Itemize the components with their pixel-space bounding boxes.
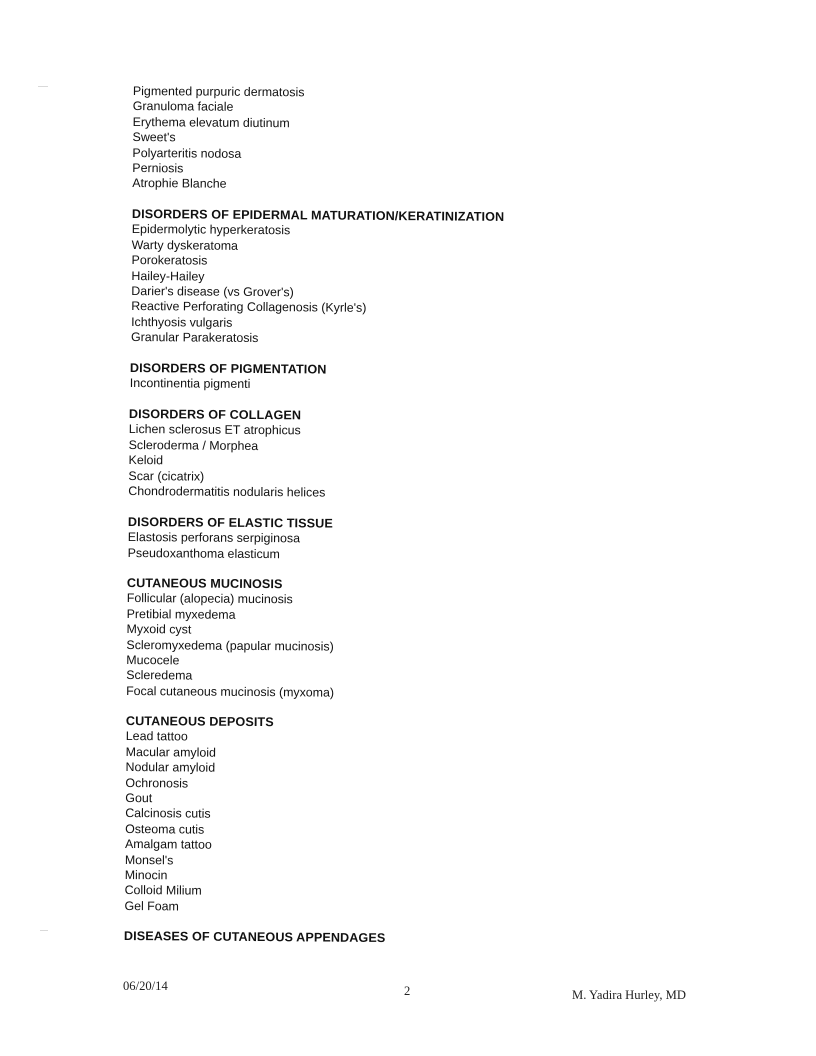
list-item: Minocin [124,868,168,883]
list-item: Pseudoxanthoma elasticum [127,545,280,562]
list-item: Perniosis [132,161,184,176]
section-heading: DISORDERS OF PIGMENTATION [129,361,327,377]
list-item: Scleredema [126,668,193,683]
section-heading: CUTANEOUS DEPOSITS [125,714,274,730]
scan-mark [38,86,48,87]
list-item: Scleroderma / Morphea [128,437,259,453]
list-item: Mucocele [126,653,180,668]
list-item: Lichen sclerosus ET atrophicus [128,422,301,438]
list-item: Granuloma faciale [132,99,234,115]
footer-date: 06/20/14 [123,979,168,993]
list-item: Gel Foam [124,898,179,914]
list-item: Warty dyskeratoma [131,237,239,253]
list-item: Porokeratosis [131,253,208,268]
list-item: Focal cutaneous mucinosis (myxoma) [126,683,335,700]
list-item: Ichthyosis vulgaris [131,314,233,330]
section-elastic-tissue [128,515,333,563]
section-epidermal-maturation [131,207,504,349]
list-item: Pretibial myxedema [126,606,236,622]
list-item: Macular amyloid [125,744,216,760]
section-collagen [128,407,326,501]
list-item: Pigmented purpuric dermatosis [132,84,305,100]
section-pigmentation [130,361,327,393]
list-item: Calcinosis cutis [125,806,211,822]
list-item: Elastosis perforans serpiginosa [127,530,301,546]
section-heading: DISORDERS OF ELASTIC TISSUE [127,515,333,531]
list-item: Osteoma cutis [125,821,205,837]
list-item: Gout [125,791,153,806]
scan-mark [40,930,48,931]
list-item: Incontinentia pigmenti [129,376,251,392]
list-item: Myxoid cyst [126,622,192,637]
list-item: Colloid Milium [124,883,202,899]
list-item: Lead tattoo [125,729,188,744]
list-item: Scleromyxedema (papular mucinosis) [126,637,334,654]
list-item: Amalgam tattoo [124,837,212,852]
list-item: Ochronosis [125,775,189,791]
list-item: Chondrodermatitis nodularis helices [128,484,326,500]
footer-author: M. Yadira Hurley, MD [572,988,686,1002]
footer-page-number: 2 [404,984,411,998]
list-item: Erythema elevatum diutinum [132,114,290,131]
list-item: Reactive Perforating Collagenosis (Kyrle's) [131,299,367,316]
list-item: Nodular amyloid [125,760,216,775]
section-heading: DISORDERS OF EPIDERMAL MATURATION/KERATINIZATION [131,207,505,224]
list-item: Hailey-Hailey [131,268,205,284]
section-cutaneous-appendages [124,929,386,946]
list-item: Atrophie Blanche [132,176,227,192]
list-item: Polyarteritis nodosa [132,145,242,161]
list-item: Keloid [128,453,164,468]
section-continued-list [132,84,304,193]
section-heading: CUTANEOUS MUCINOSIS [126,576,283,592]
section-heading: DISORDERS OF COLLAGEN [128,407,302,423]
list-item: Epidermolytic hyperkeratosis [131,222,291,238]
section-cutaneous-deposits [124,714,273,915]
section-heading: DISEASES OF CUTANEOUS APPENDAGES [123,929,386,946]
section-cutaneous-mucinosis [126,576,335,701]
list-item: Darier's disease (vs Grover's) [131,284,294,300]
list-item: Monsel's [124,852,174,868]
list-item: Follicular (alopecia) mucinosis [126,591,293,607]
list-item: Sweet's [132,130,176,145]
list-item: Scar (cicatrix) [128,468,205,484]
list-item: Granular Parakeratosis [130,330,259,346]
